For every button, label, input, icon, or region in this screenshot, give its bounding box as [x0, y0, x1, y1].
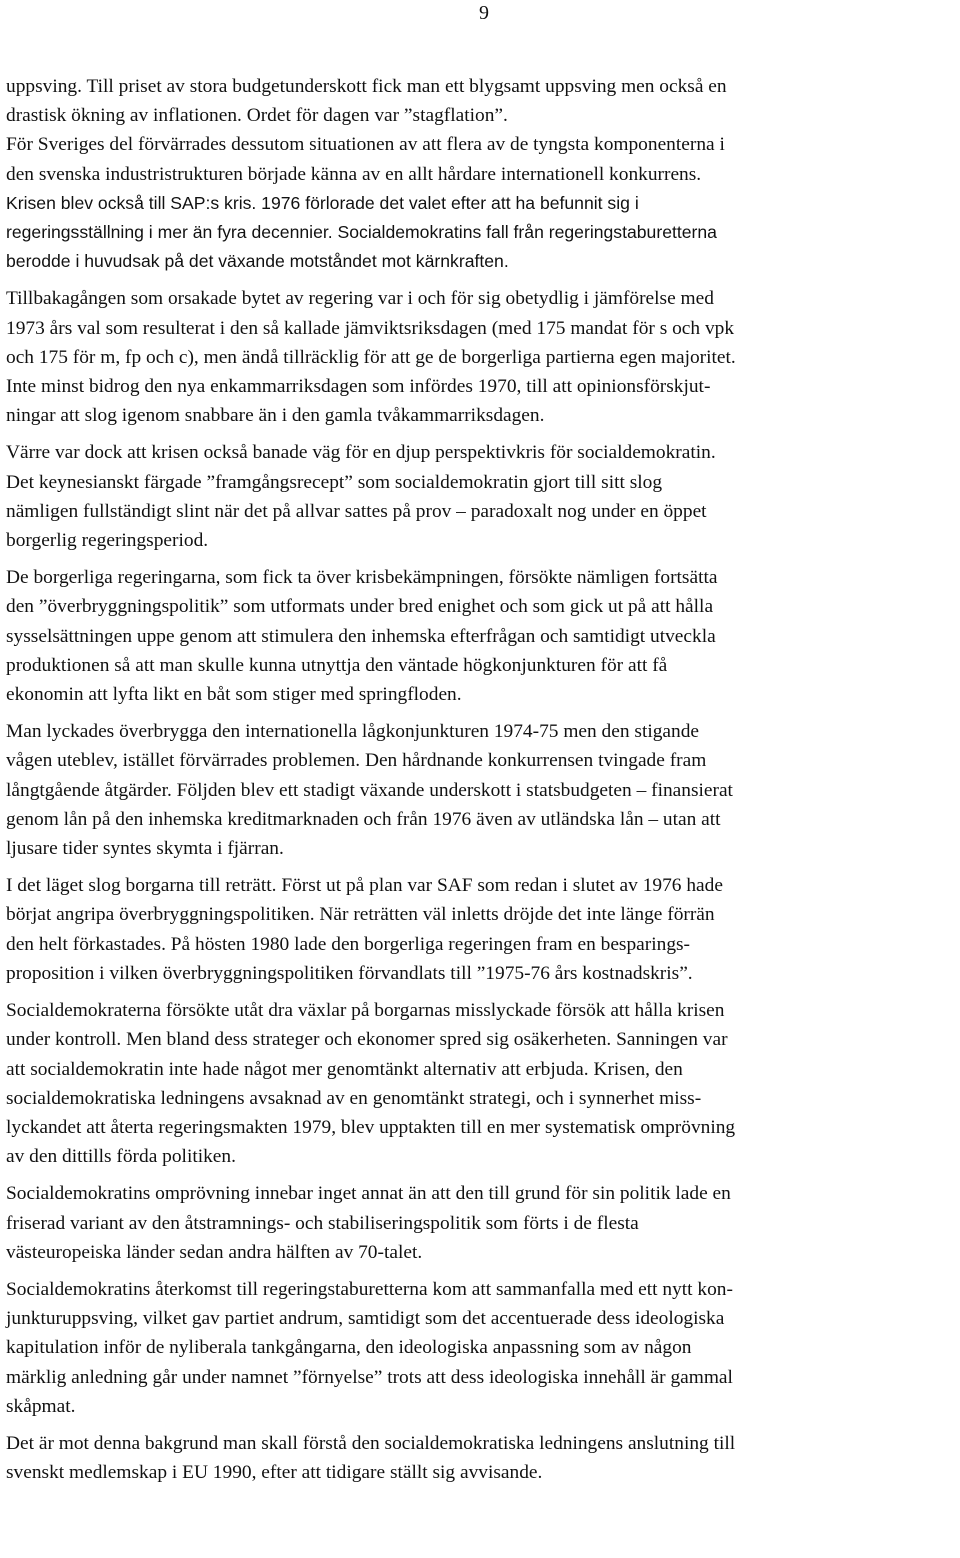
paragraph: [6, 996, 956, 1171]
text-line: socialdemokratiska ledningens avsaknad av en genomtänkt strategi, och i synnerhet miss-: [6, 1087, 702, 1109]
paragraph: [6, 563, 956, 709]
body-text: [6, 72, 956, 1487]
text-line: Socialdemokratins omprövning innebar inget annat än att den till grund för sin politik lade en: [6, 1183, 731, 1205]
text-line: vågen uteblev, istället förvärrades problemen. Den hårdnande konkurrensen tvingade fram: [6, 750, 707, 772]
text-line: Tillbakagången som orsakade bytet av regering var i och för sig obetydlig i jämförelse med: [6, 288, 714, 310]
text-line: Man lyckades överbrygga den internationella lågkonjunkturen 1974-75 men den stigande: [6, 721, 700, 743]
text-line: långtgående åtgärder. Följden blev ett stadigt växande underskott i statsbudgeten – finansierat: [6, 779, 733, 801]
text-line: Värre var dock att krisen också banade väg för en djup perspektivkris för socialdemokratin.: [6, 442, 716, 464]
text-line: lyckandet att återta regeringsmakten 1979, blev upptakten till en mer systematisk omprövning: [6, 1116, 736, 1138]
paragraph: [6, 438, 956, 555]
paragraph: [6, 284, 956, 430]
text-line: den ”överbryggningspolitik” som utformats under bred enighet och som gick ut på att hålla: [6, 596, 714, 618]
text-line: I det läget slog borgarna till reträtt. Först ut på plan var SAF som redan i slutet av 1976 hade: [6, 875, 723, 897]
text-line: under kontroll. Men bland dess strateger och ekonomer spred sig osäkerheten. Sanningen var: [6, 1029, 728, 1051]
text-line: borgerlig regeringsperiod.: [6, 530, 209, 552]
text-line: skåpmat.: [6, 1395, 76, 1417]
text-line: 1973 års val som resulterat i den så kallade jämviktsriksdagen (med 175 mandat för s och vpk: [6, 317, 735, 339]
text-line: ningar att slog igenom snabbare än i den gamla tvåkammarriksdagen.: [6, 405, 545, 427]
text-line: proposition i vilken överbryggningspolitiken förvandlats till ”1975-76 års kostnadskris”.: [6, 962, 693, 984]
text-line: uppsving. Till priset av stora budgetunderskott fick man ett blygsamt uppsving men också en: [6, 76, 727, 97]
text-line: och 175 för m, fp och c), men ändå tillräcklig för att ge de borgerliga partierna egen majoritet.: [6, 346, 736, 368]
text-line: Krisen blev också till SAP:s kris. 1976 förlorade det valet efter att ha befunnit sig i: [6, 192, 639, 213]
paragraph: [6, 1179, 956, 1267]
text-line: friserad variant av den åtstramnings- och stabiliseringspolitik som förts i de flesta: [6, 1212, 639, 1234]
text-line: produktionen så att man skulle kunna utnyttja den väntade högkonjunkturen för att få: [6, 654, 668, 676]
paragraph: [6, 1275, 956, 1421]
text-line: sysselsättningen uppe genom att stimulera den inhemska efterfrågan och samtidigt utveckla: [6, 625, 716, 647]
page-number: 9: [479, 2, 489, 24]
text-line: drastisk ökning av inflationen. Ordet för dagen var ”stagflation”.: [6, 105, 508, 127]
paragraph: [6, 717, 956, 863]
paragraph: [6, 1429, 956, 1487]
text-line: kapitulation inför de nyliberala tankgångarna, den ideologiska anpassning som av någon: [6, 1337, 692, 1359]
text-line: junkturuppsving, vilket gav partiet andrum, samtidigt som det accentuerade dess ideologiska: [6, 1308, 725, 1330]
text-line: ljusare tider syntes skymta i fjärran.: [6, 838, 284, 860]
text-line: att socialdemokratin inte hade något mer genomtänkt alternativ att erbjuda. Krisen, den: [6, 1058, 683, 1080]
text-line: västeuropeiska länder sedan andra hälften av 70-talet.: [6, 1241, 423, 1263]
text-line: Socialdemokratins återkomst till regeringstaburetterna kom att sammanfalla med ett nytt kon-: [6, 1278, 733, 1300]
text-line: den svenska industristrukturen började känna av en allt hårdare internationell konkurrens.: [6, 163, 702, 185]
text-line: berodde i huvudsak på det växande motståndet mot kärnkraften.: [6, 251, 509, 272]
text-line: regeringsställning i mer än fyra decennier. Socialdemokratins fall från regeringstaburetterna: [6, 222, 717, 243]
text-line: börjat angripa överbryggningspolitiken. När reträtten väl inletts dröjde det inte länge förrän: [6, 904, 715, 926]
text-line: Socialdemokraterna försökte utåt dra växlar på borgarnas misslyckade försök att hålla krisen: [6, 1000, 725, 1022]
text-line: svenskt medlemskap i EU 1990, efter att tidigare ställt sig avvisande.: [6, 1462, 543, 1484]
text-line: För Sveriges del förvärrades dessutom situationen av att flera av de tyngsta komponenterna i: [6, 134, 725, 156]
text-line: genom lån på den inhemska kreditmarknaden och från 1976 även av utländska lån – utan att: [6, 808, 721, 830]
text-line: märklig anledning går under namnet ”förnyelse” trots att dess ideologiska innehåll är gammal: [6, 1366, 733, 1388]
text-line: Det är mot denna bakgrund man skall förstå den socialdemokratiska ledningens anslutning till: [6, 1432, 736, 1454]
text-line: Det keynesianskt färgade ”framgångsrecept” som socialdemokratin gjort till sitt slog: [6, 471, 663, 493]
text-line: av den dittills förda politiken.: [6, 1146, 236, 1168]
paragraph: [6, 871, 956, 988]
text-line: De borgerliga regeringarna, som fick ta över krisbekämpningen, försökte nämligen fortsätta: [6, 567, 718, 589]
text-line: nämligen fullständigt slint när det på allvar sattes på prov – paradoxalt nog under en öppet: [6, 500, 707, 522]
text-line: den helt förkastades. På hösten 1980 lade den borgerliga regeringen fram en besparings-: [6, 933, 691, 955]
paragraph: [6, 72, 956, 276]
text-line: ekonomin att lyfta likt en båt som stiger med springfloden.: [6, 684, 462, 706]
text-line: Inte minst bidrog den nya enkammarriksdagen som infördes 1970, till att opinionsförskjut-: [6, 376, 711, 398]
